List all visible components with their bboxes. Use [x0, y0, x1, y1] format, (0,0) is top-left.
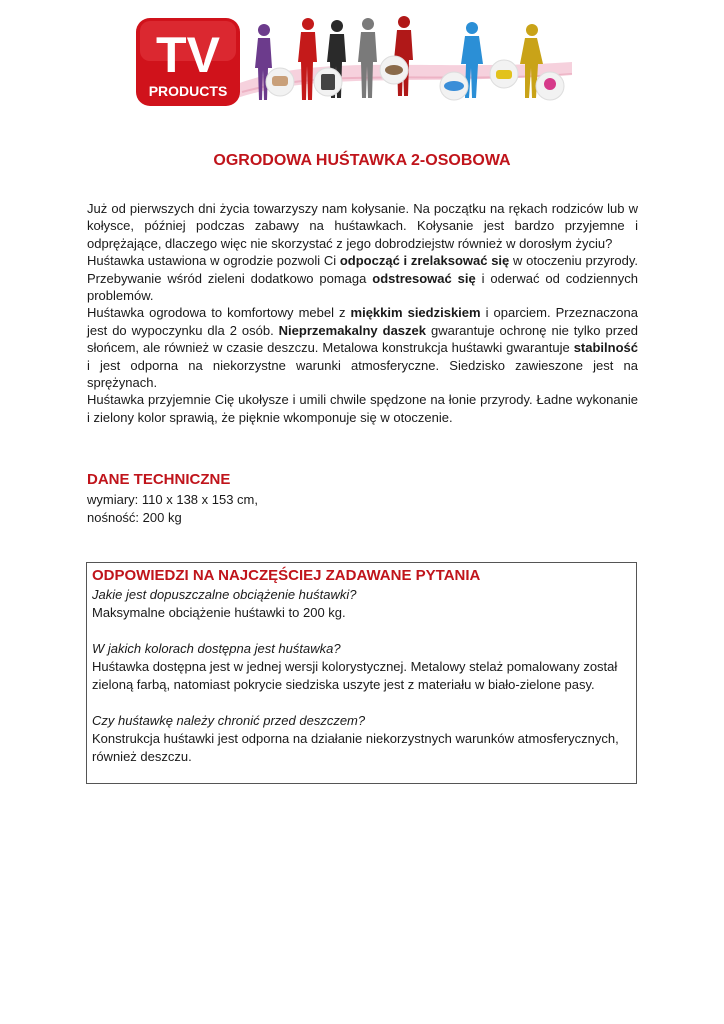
paragraph-text: Już od pierwszych dni życia towarzyszy nam kołysanie. Na początku na rękach rodziców lub w kołysce, później podczas zabawy na huśtawkach. Kołysanie jest bardzo przyjemne i odprężające, dlaczego więc nie skorzystać z jego dobrodziejstw również w dorosłym życiu?	[87, 201, 638, 251]
paragraph-text: i oparciem. Przeznaczona jest do wypoczynku dla 2 osób.	[87, 305, 638, 338]
paragraph-text: gwarantuje ochronę nie tylko przed słońcem, ale również w czasie deszczu. Metalowa konstrukcja huśtawki gwarantuje	[87, 322, 638, 356]
technical-heading: DANE TECHNICZNE	[87, 471, 231, 488]
svg-text:PRODUCTS: PRODUCTS	[148, 83, 228, 99]
faq-item	[92, 640, 630, 694]
description-paragraph	[87, 391, 638, 426]
paragraph-text: Huśtawka ogrodowa to komfortowy mebel z	[87, 305, 351, 321]
description-paragraph	[87, 252, 638, 304]
header-banner	[132, 12, 572, 112]
faq-answer: Huśtawka dostępna jest w jednej wersji kolorystycznej. Metalowy stelaż pomalowany został zieloną farbą, natomiast pokrycie siedziska uszyte jest z materiału w biało-zielone pasy.	[92, 659, 618, 692]
svg-text:TV: TV	[156, 27, 220, 83]
paragraph-text: Huśtawka ustawiona w ogrodzie pozwoli Ci	[87, 253, 340, 269]
highlight-text: Nieprzemakalny daszek	[278, 322, 426, 338]
paragraph-text: Huśtawka przyjemnie Cię ukołysze i umili chwile spędzone na łonie przyrody. Ładne wykonanie i zielony kolor sprawią, że pięknie wkomponuje się w otoczenie.	[87, 392, 638, 425]
highlight-text: odpocząć i zrelaksować się	[339, 253, 510, 269]
technical-data	[87, 471, 638, 527]
product-description	[87, 200, 638, 426]
spec-dimensions: wymiary: 110 x 138 x 153 cm,	[87, 492, 258, 507]
description-paragraph	[87, 304, 638, 391]
highlight-text: stabilność	[573, 340, 638, 356]
faq-heading: ODPOWIEDZI NA NAJCZĘŚCIEJ ZADAWANE PYTANIA	[92, 567, 481, 584]
faq-item	[92, 586, 630, 622]
tv-products-logo	[136, 18, 240, 106]
faq-question: Czy huśtawkę należy chronić przed deszczem?	[92, 713, 366, 728]
faq-item	[92, 712, 630, 766]
page-title: OGRODOWA HUŚTAWKA 2-OSOBOWA	[213, 152, 511, 169]
faq-answer: Maksymalne obciążenie huśtawki to 200 kg.	[92, 605, 346, 620]
description-paragraph	[87, 200, 638, 252]
paragraph-text: w otoczeniu przyrody. Przebywanie wśród zieleni dodatkowo pomaga	[87, 253, 638, 286]
highlight-text: odstresować się	[372, 270, 476, 286]
faq-question: W jakich kolorach dostępna jest huśtawka?	[92, 641, 341, 656]
highlight-text: miękkim siedziskiem	[350, 305, 481, 321]
faq-box	[86, 562, 637, 784]
paragraph-text: i jest odporna na niekorzystne warunki atmosferyczne. Siedzisko zawieszone jest na sprężynach.	[87, 357, 638, 391]
faq-question: Jakie jest dopuszczalne obciążenie huśtawki?	[92, 587, 357, 602]
paragraph-text: i oderwać od codziennych problemów.	[87, 270, 639, 304]
faq-answer: Konstrukcja huśtawki jest odporna na działanie niekorzystnych warunków atmosferycznych, również deszczu.	[92, 731, 619, 764]
spec-load-capacity: nośność: 200 kg	[87, 510, 182, 525]
